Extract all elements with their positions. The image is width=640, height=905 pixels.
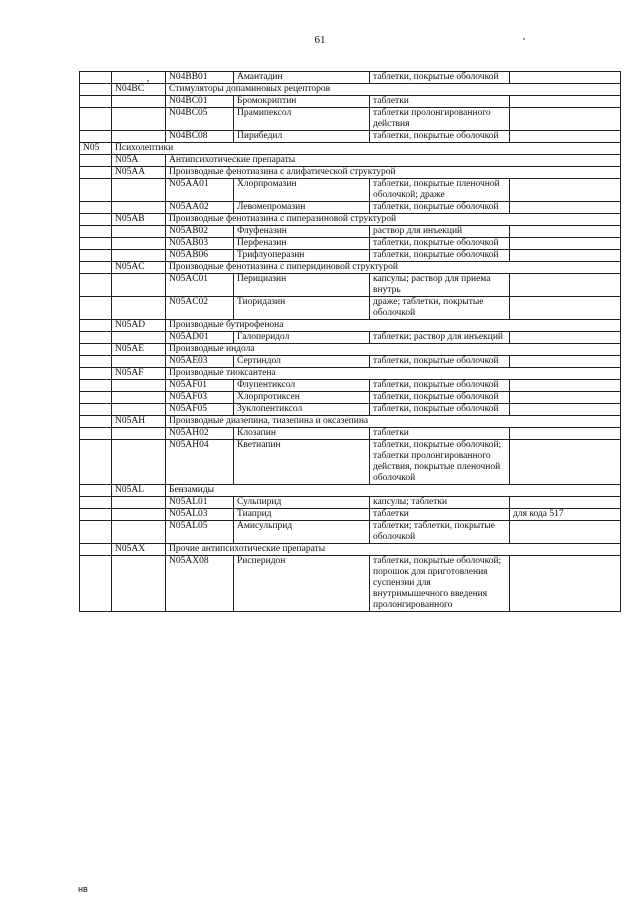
drug-name-cell: Тиоридазин [234, 297, 370, 320]
note-cell [510, 380, 621, 392]
table-row [80, 108, 621, 131]
atc-subgroup-code: N05AA [112, 167, 166, 179]
table-row [80, 179, 621, 202]
table-row [80, 544, 621, 556]
dosage-form-cell: таблетки, покрытые оболочкой [370, 238, 510, 250]
dosage-form-cell: таблетки, покрытые оболочкой [370, 356, 510, 368]
drug-name-cell: Амисульприд [234, 521, 370, 544]
drug-name-cell: Амантадин [234, 72, 370, 84]
dosage-form-cell: таблетки, покрытые оболочкой; порошок для приготовления суспензии для внутримышечного введения пролонгированного [370, 556, 510, 612]
group-title-cell: Производные диазепина, тиазепина и оксазепина [166, 416, 621, 428]
atc-group-code [80, 428, 112, 440]
drug-name-cell: Прамипексол [234, 108, 370, 131]
atc-group-code [80, 497, 112, 509]
atc-code-cell: N05AC01 [166, 274, 234, 297]
table-row [80, 274, 621, 297]
table-row [80, 96, 621, 108]
atc-subgroup-code [112, 179, 166, 202]
atc-subgroup-code: N05A [112, 155, 166, 167]
atc-group-code: N05 [80, 143, 112, 155]
atc-code-cell: N05AL05 [166, 521, 234, 544]
drug-name-cell: Перициазин [234, 274, 370, 297]
drug-name-cell: Клозапин [234, 428, 370, 440]
dosage-form-cell: раствор для инъекций [370, 226, 510, 238]
atc-code-cell: N05AB02 [166, 226, 234, 238]
group-title-cell: Производные индола [166, 344, 621, 356]
drug-name-cell: Левомепромазин [234, 202, 370, 214]
group-title-cell: Производные фенотиазина с алифатической структурой [166, 167, 621, 179]
atc-subgroup-code [112, 556, 166, 612]
atc-group-code [80, 155, 112, 167]
atc-subgroup-code [112, 96, 166, 108]
atc-group-code [80, 368, 112, 380]
atc-subgroup-code [112, 440, 166, 485]
dosage-form-cell: таблетки [370, 428, 510, 440]
table-row [80, 72, 621, 84]
atc-group-code [80, 262, 112, 274]
note-cell [510, 96, 621, 108]
atc-group-code [80, 96, 112, 108]
scan-speck [147, 80, 149, 82]
atc-code-cell: N05AX08 [166, 556, 234, 612]
atc-code-cell: N04BC05 [166, 108, 234, 131]
atc-subgroup-code [112, 404, 166, 416]
note-cell [510, 521, 621, 544]
group-title-cell: Стимуляторы допаминовых рецепторов [166, 84, 621, 96]
atc-subgroup-code: N05AX [112, 544, 166, 556]
note-cell [510, 72, 621, 84]
atc-group-code [80, 380, 112, 392]
note-cell [510, 440, 621, 485]
table-body [80, 72, 621, 612]
note-cell [510, 226, 621, 238]
dosage-form-cell: таблетки, покрытые оболочкой [370, 404, 510, 416]
table-row [80, 332, 621, 344]
table-row [80, 131, 621, 143]
dosage-form-cell: таблетки; таблетки, покрытые оболочкой [370, 521, 510, 544]
atc-group-code [80, 250, 112, 262]
group-title-cell: Производные бутирофенона [166, 320, 621, 332]
atc-code-cell: N05AA01 [166, 179, 234, 202]
drug-name-cell: Тиаприд [234, 509, 370, 521]
table-row [80, 202, 621, 214]
atc-code-cell: N05AL01 [166, 497, 234, 509]
table-row [80, 238, 621, 250]
atc-subgroup-code [112, 202, 166, 214]
drug-name-cell: Кветиапин [234, 440, 370, 485]
note-cell: для кода 517 [510, 509, 621, 521]
drug-name-cell: Хлорпромазин [234, 179, 370, 202]
atc-group-code [80, 356, 112, 368]
atc-code-cell: N04BB01 [166, 72, 234, 84]
atc-subgroup-code [112, 392, 166, 404]
atc-subgroup-code [112, 509, 166, 521]
atc-code-cell: N04BC08 [166, 131, 234, 143]
note-cell [510, 428, 621, 440]
table-row [80, 84, 621, 96]
atc-group-code [80, 131, 112, 143]
atc-subgroup-code [112, 332, 166, 344]
atc-group-code [80, 167, 112, 179]
table-row [80, 440, 621, 485]
atc-subgroup-code: N05AF [112, 368, 166, 380]
table-row [80, 428, 621, 440]
atc-group-code [80, 202, 112, 214]
table-row [80, 143, 621, 155]
atc-group-code [80, 404, 112, 416]
drug-name-cell: Галоперидол [234, 332, 370, 344]
note-cell [510, 392, 621, 404]
table-row [80, 320, 621, 332]
group-title-cell: Производные фенотиазина с пиперидиновой структурой [166, 262, 621, 274]
atc-code-cell: N05AA02 [166, 202, 234, 214]
table-row [80, 497, 621, 509]
atc-group-code [80, 509, 112, 521]
group-title-cell: Психолептики [112, 143, 621, 155]
dosage-form-cell: капсулы; раствор для приема внутрь [370, 274, 510, 297]
atc-group-code [80, 179, 112, 202]
drug-name-cell: Хлорпротиксен [234, 392, 370, 404]
atc-group-code [80, 72, 112, 84]
atc-group-code [80, 238, 112, 250]
note-cell [510, 108, 621, 131]
dosage-form-cell: таблетки, покрытые оболочкой [370, 380, 510, 392]
atc-code-cell: N05AC02 [166, 297, 234, 320]
atc-group-code [80, 440, 112, 485]
atc-group-code [80, 544, 112, 556]
table-row [80, 344, 621, 356]
dosage-form-cell: таблетки, покрытые оболочкой [370, 202, 510, 214]
atc-subgroup-code [112, 274, 166, 297]
drug-name-cell: Зуклопентиксол [234, 404, 370, 416]
atc-subgroup-code [112, 238, 166, 250]
atc-subgroup-code: N05AL [112, 485, 166, 497]
atc-group-code [80, 108, 112, 131]
drug-name-cell: Рисперидон [234, 556, 370, 612]
atc-group-code [80, 320, 112, 332]
atc-subgroup-code: N05AD [112, 320, 166, 332]
note-cell [510, 556, 621, 612]
group-title-cell: Производные фенотиазина с пиперазиновой структурой [166, 214, 621, 226]
atc-code-cell: N05AB06 [166, 250, 234, 262]
table-row [80, 250, 621, 262]
atc-code-cell: N05AH02 [166, 428, 234, 440]
atc-group-code [80, 416, 112, 428]
table-row [80, 262, 621, 274]
atc-group-code [80, 521, 112, 544]
table-row [80, 392, 621, 404]
dosage-form-cell: таблетки, покрытые оболочкой; таблетки пролонгированного действия, покрытые пленочной оболочкой [370, 440, 510, 485]
atc-code-cell: N05AH04 [166, 440, 234, 485]
atc-subgroup-code [112, 428, 166, 440]
table-row [80, 167, 621, 179]
dosage-form-cell: таблетки, покрытые оболочкой [370, 131, 510, 143]
dosage-form-cell: драже; таблетки, покрытые оболочкой [370, 297, 510, 320]
table-row [80, 404, 621, 416]
drug-name-cell: Флуфеназин [234, 226, 370, 238]
note-cell [510, 497, 621, 509]
drug-name-cell: Флупентиксол [234, 380, 370, 392]
scan-speck [523, 38, 525, 40]
dosage-form-cell: таблетки, покрытые оболочкой [370, 72, 510, 84]
atc-group-code [80, 214, 112, 226]
group-title-cell: Антипсихотические препараты [166, 155, 621, 167]
atc-group-code [80, 556, 112, 612]
table-row [80, 521, 621, 544]
atc-code-cell: N05AD01 [166, 332, 234, 344]
group-title-cell: Производные тиоксантена [166, 368, 621, 380]
atc-subgroup-code [112, 108, 166, 131]
dosage-form-cell: капсулы; таблетки [370, 497, 510, 509]
table-row [80, 509, 621, 521]
dosage-form-cell: таблетки [370, 509, 510, 521]
dosage-form-cell: таблетки; раствор для инъекций [370, 332, 510, 344]
atc-group-code [80, 485, 112, 497]
drug-name-cell: Бромокриптин [234, 96, 370, 108]
note-cell [510, 404, 621, 416]
note-cell [510, 202, 621, 214]
drug-name-cell: Трифлуоперазин [234, 250, 370, 262]
medication-table [79, 71, 621, 612]
atc-group-code [80, 392, 112, 404]
atc-subgroup-code [112, 497, 166, 509]
atc-group-code [80, 274, 112, 297]
footer-initials: нв [78, 884, 88, 894]
atc-subgroup-code: N05AH [112, 416, 166, 428]
dosage-form-cell: таблетки, покрытые оболочкой [370, 392, 510, 404]
atc-subgroup-code [112, 521, 166, 544]
dosage-form-cell: таблетки, покрытые пленочной оболочкой; драже [370, 179, 510, 202]
atc-subgroup-code: N04BC [112, 84, 166, 96]
atc-code-cell: N05AF01 [166, 380, 234, 392]
note-cell [510, 238, 621, 250]
note-cell [510, 297, 621, 320]
note-cell [510, 250, 621, 262]
table-row [80, 155, 621, 167]
table-row [80, 416, 621, 428]
drug-name-cell: Сульпирид [234, 497, 370, 509]
atc-subgroup-code: N05AE [112, 344, 166, 356]
table-row [80, 356, 621, 368]
atc-subgroup-code: N05AB [112, 214, 166, 226]
note-cell [510, 274, 621, 297]
note-cell [510, 356, 621, 368]
atc-code-cell: N04BC01 [166, 96, 234, 108]
atc-group-code [80, 84, 112, 96]
dosage-form-cell: таблетки, покрытые оболочкой [370, 250, 510, 262]
note-cell [510, 332, 621, 344]
atc-subgroup-code: N05AC [112, 262, 166, 274]
atc-subgroup-code [112, 297, 166, 320]
atc-code-cell: N05AE03 [166, 356, 234, 368]
table-row [80, 380, 621, 392]
page-number: 61 [314, 34, 326, 46]
dosage-form-cell: таблетки [370, 96, 510, 108]
table-row [80, 214, 621, 226]
atc-code-cell: N05AF05 [166, 404, 234, 416]
atc-group-code [80, 332, 112, 344]
atc-group-code [80, 344, 112, 356]
note-cell [510, 179, 621, 202]
table-row [80, 368, 621, 380]
dosage-form-cell: таблетки пролонгированного действия [370, 108, 510, 131]
table-row [80, 556, 621, 612]
drug-name-cell: Пирибедил [234, 131, 370, 143]
drug-name-cell: Перфеназин [234, 238, 370, 250]
table-row [80, 297, 621, 320]
atc-group-code [80, 226, 112, 238]
atc-subgroup-code [112, 380, 166, 392]
atc-subgroup-code [112, 131, 166, 143]
atc-subgroup-code [112, 226, 166, 238]
group-title-cell: Бензамиды [166, 485, 621, 497]
group-title-cell: Прочие антипсихотические препараты [166, 544, 621, 556]
atc-subgroup-code [112, 72, 166, 84]
atc-code-cell: N05AF03 [166, 392, 234, 404]
atc-code-cell: N05AB03 [166, 238, 234, 250]
atc-code-cell: N05AL03 [166, 509, 234, 521]
table-row [80, 485, 621, 497]
atc-subgroup-code [112, 250, 166, 262]
atc-group-code [80, 297, 112, 320]
table-row [80, 226, 621, 238]
drug-name-cell: Сертиндол [234, 356, 370, 368]
note-cell [510, 131, 621, 143]
atc-subgroup-code [112, 356, 166, 368]
